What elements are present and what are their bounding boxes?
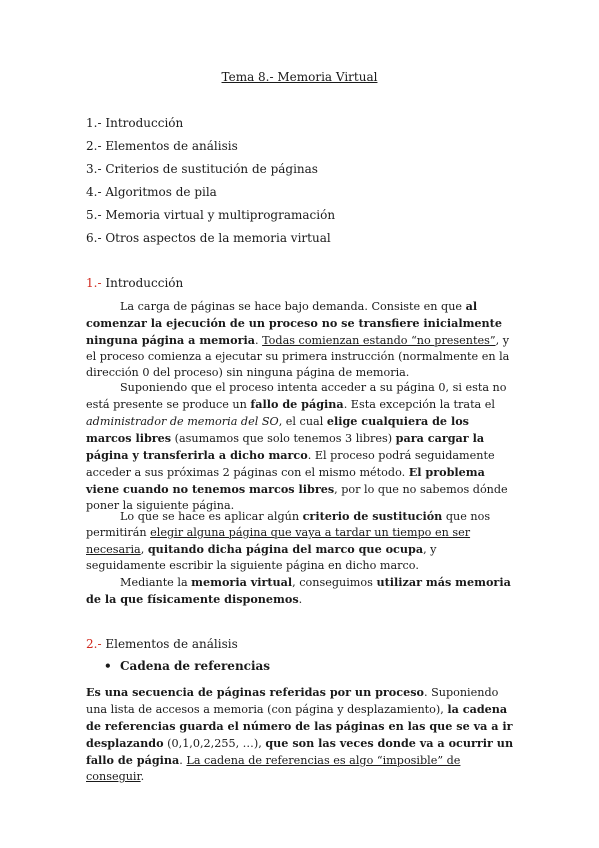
bold-text: al comenzar la ejecución de un proceso no se transfiere inicialmente ninguna página a memoria <box>86 299 502 347</box>
text-run: Mediante la <box>120 576 192 589</box>
text-run: . <box>140 770 145 783</box>
text-run: , conseguimos <box>292 576 377 589</box>
toc-item <box>86 161 335 184</box>
section-number: 2.- <box>86 637 102 651</box>
text-run: , el cual <box>278 415 327 428</box>
toc-item-label: Otros aspectos de la memoria virtual <box>105 231 331 245</box>
bold-text: para cargar la página y transferirla a dicho marco <box>86 431 485 462</box>
bullet-icon: • <box>104 659 112 673</box>
section-heading-intro <box>86 276 183 290</box>
toc-item-label: Introducción <box>105 116 184 130</box>
text-run: . <box>254 334 263 347</box>
toc-item-label: Algoritmos de pila <box>105 185 217 199</box>
text-run: (asumamos que solo tenemos 3 libres) <box>171 432 396 445</box>
section-heading-analysis <box>86 637 238 651</box>
toc-item-number: 6.- <box>86 231 102 245</box>
underlined-text: La cadena de referencias es algo “imposible” de conseguir <box>86 754 461 783</box>
paragraph <box>86 684 514 785</box>
text-run: que nos permitirán <box>86 510 491 539</box>
bold-text: fallo de página <box>250 397 344 411</box>
text-run: , <box>140 543 148 556</box>
bold-text: El problema viene cuando no tenemos marcos libres <box>86 465 485 496</box>
toc-item <box>86 184 335 207</box>
bold-text: utilizar más memoria de la que físicamente disponemos <box>86 575 511 606</box>
toc-item-label: Elementos de análisis <box>105 139 238 153</box>
toc-item <box>86 207 335 230</box>
section-number: 1.- <box>86 276 102 290</box>
paragraph <box>86 380 514 514</box>
bold-text: quitando dicha página del marco que ocupa <box>147 542 424 556</box>
toc-item <box>86 115 335 138</box>
text-run: . <box>179 754 187 767</box>
text-run: Suponiendo que el proceso intenta acceder a su página 0, si esta no está presente se produce un <box>86 381 507 411</box>
bold-text: elige cualquiera de los marcos libres <box>86 414 469 445</box>
toc-item <box>86 230 335 253</box>
bullet-item <box>104 659 270 673</box>
text-run: . <box>298 593 303 606</box>
text-run: Lo que se hace es aplicar algún <box>120 510 303 523</box>
bold-text: la cadena de referencias guarda el número de las páginas en las que se va a ir desplazando <box>86 702 513 750</box>
paragraph <box>86 508 514 574</box>
section-title: Elementos de análisis <box>105 637 238 651</box>
underlined-text: Todas comienzan estando “no presentes” <box>262 334 496 347</box>
underlined-text: elegir alguna página que vaya a tardar un tiempo en ser necesaria <box>86 526 471 556</box>
text-run: . Suponiendo una lista de accesos a memoria (con página y desplazamiento), <box>86 686 499 716</box>
text-run: , y el proceso comienza a ejecutar su primera instrucción (normalmente en la dirección 0 del proceso) sin ninguna página de memoria. <box>86 334 510 379</box>
bullet-label: Cadena de referencias <box>120 659 271 673</box>
toc-item-label: Memoria virtual y multiprogramación <box>105 208 336 222</box>
toc-item-number: 3.- <box>86 162 102 176</box>
paragraph <box>86 574 514 608</box>
section-title: Introducción <box>105 276 184 290</box>
toc-item-number: 5.- <box>86 208 102 222</box>
toc-item-number: 1.- <box>86 116 102 130</box>
text-run: , y seguidamente escribir la siguiente página en dicho marco. <box>86 543 437 572</box>
paragraph <box>86 298 514 381</box>
toc-item-number: 4.- <box>86 185 102 199</box>
bold-text: criterio de sustitución <box>302 509 443 523</box>
table-of-contents <box>86 115 335 253</box>
toc-item-label: Criterios de sustitución de páginas <box>105 162 318 176</box>
italic-text: administrador de memoria del SO <box>86 415 279 428</box>
toc-item-number: 2.- <box>86 139 102 153</box>
bold-text: que son las veces donde va a ocurrir un fallo de página <box>86 736 514 767</box>
text-run: . El proceso podrá seguidamente acceder a sus próximas 2 páginas con el mismo método. <box>86 449 495 479</box>
bold-text: memoria virtual <box>191 575 293 589</box>
text-run: , por lo que no sabemos dónde poner la siguiente página. <box>86 483 508 512</box>
text-run: . Esta excepción la trata el <box>343 398 495 411</box>
text-run: La carga de páginas se hace bajo demanda. Consiste en que <box>120 300 466 313</box>
toc-item <box>86 138 335 161</box>
text-run: (0,1,0,2,255, …), <box>163 737 266 750</box>
bold-text: Es una secuencia de páginas referidas por un proceso <box>86 685 424 699</box>
document-title: Tema 8.- Memoria Virtual <box>221 70 378 84</box>
